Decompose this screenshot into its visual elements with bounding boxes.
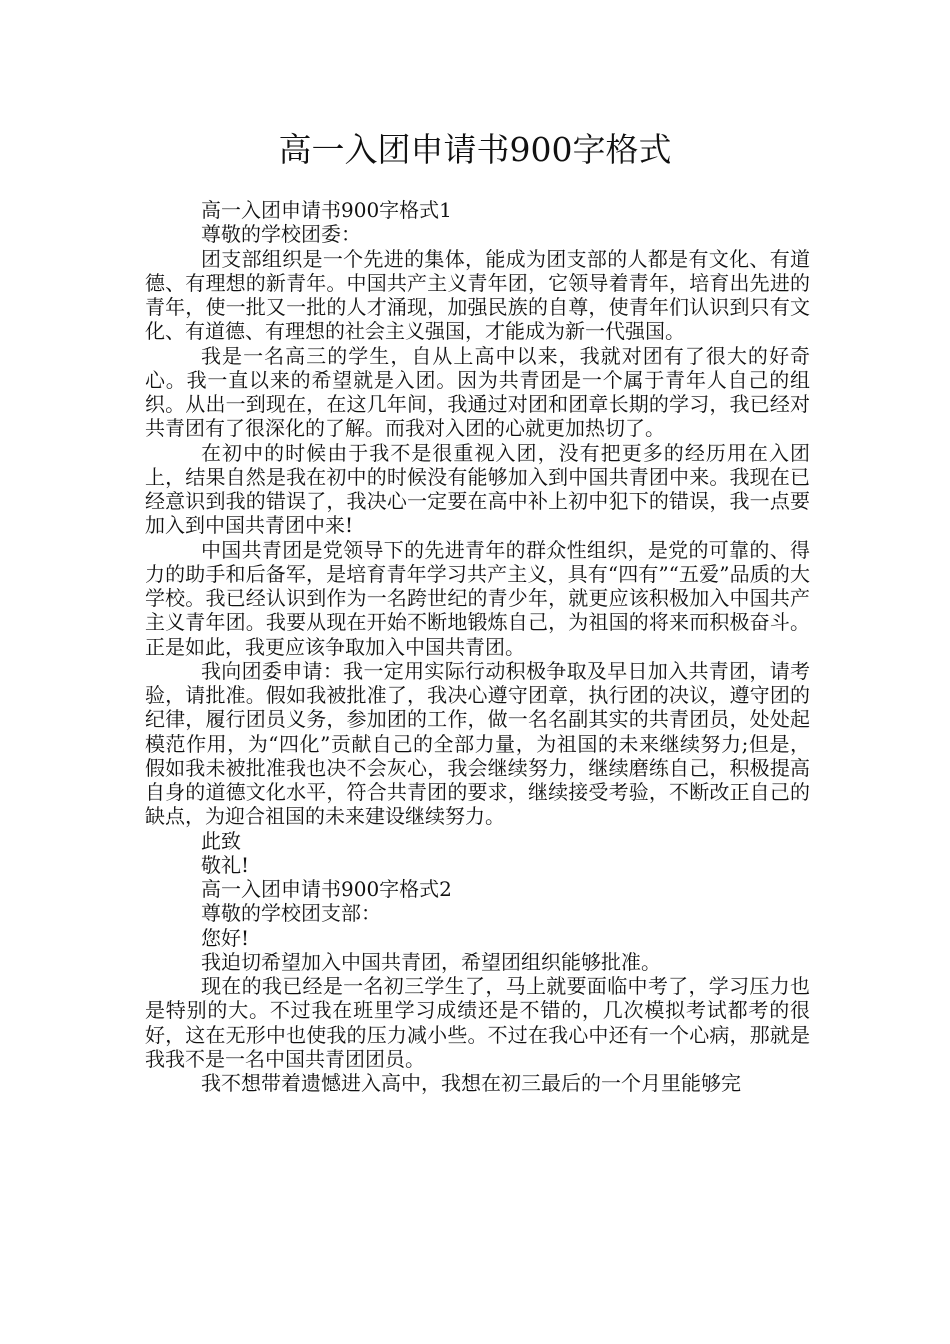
paragraph: 我向团委申请：我一定用实际行动积极争取及早日加入共青团，请考验，请批准。假如我被批准了，我决心遵守团章，执行团的决议，遵守团的纪律，履行团员义务，参加团的工作，做一名名副其实的共青团员，处处起模范作用，为“四化”贡献自己的全部力量，为祖国的未来继续努力;但是，假如我未被批准我也决不会灰心，我会继续努力，继续磨练自己，积极提高自身的道德文化水平，符合共青团的要求，继续接受考验，不断改正自己的缺点，为迎合祖国的未来建设继续努力。 xyxy=(145,658,810,829)
section-heading: 高一入团申请书900字格式2 xyxy=(201,877,452,901)
paragraph: 在初中的时候由于我不是很重视入团，没有把更多的经历用在入团上，结果自然是我在初中的时候没有能够加入到中国共青团中来。我现在已经意识到我的错误了，我决心一定要在高中补上初中犯下的错误，我一点要加入到中国共青团中来! xyxy=(145,440,810,538)
salutation: 尊敬的学校团支部： xyxy=(201,901,381,926)
document-title: 高一入团申请书900字格式 xyxy=(278,130,672,169)
paragraph: 团支部组织是一个先进的集体，能成为团支部的人都是有文化、有道德、有理想的新青年。中国共产主义青年团，它领导着青年，培育出先进的青年，使一批又一批的人才涌现，加强民族的自尊，使青年们认识到只有文化、有道德、有理想的社会主义强国，才能成为新一代强国。 xyxy=(145,246,810,344)
salutation: 尊敬的学校团委： xyxy=(201,222,361,247)
closing-line: 此致 xyxy=(201,828,241,853)
closing-line: 敬礼! xyxy=(201,852,250,877)
paragraph: 现在的我已经是一名初三学生了，马上就要面临中考了，学习压力也是特别的大。不过我在班里学习成绩还是不错的，几次模拟考试都考的很好，这在无形中也使我的压力减小些。不过在我心中还有一个心病，那就是我我不是一名中国共青团团员。 xyxy=(145,974,810,1071)
paragraph: 我不想带着遗憾进入高中，我想在初三最后的一个月里能够完 xyxy=(201,1071,741,1095)
document-body xyxy=(145,198,810,1095)
greeting: 您好! xyxy=(201,925,250,950)
paragraph: 中国共青团是党领导下的先进青年的群众性组织，是党的可靠的、得力的助手和后备军，是培育青年学习共产主义，具有“四有”“五爱”品质的大学校。我已经认识到作为一名跨世纪的青少年，就更应该积极加入中国共产主义青年团。我要从现在开始不断地锻炼自己，为祖国的将来而积极奋斗。正是如此，我更应该争取加入中国共青团。 xyxy=(145,537,810,659)
paragraph: 我迫切希望加入中国共青团，希望团组织能够批准。 xyxy=(201,949,661,974)
paragraph: 我是一名高三的学生，自从上高中以来，我就对团有了很大的好奇心。我一直以来的希望就是入团。因为共青团是一个属于青年人自己的组织。从出一到现在，在这几年间，我通过对团和团章长期的学习，我已经对共青团有了很深化的了解。而我对入团的心就更加热切了。 xyxy=(145,343,810,441)
section-heading: 高一入团申请书900字格式1 xyxy=(201,198,452,222)
